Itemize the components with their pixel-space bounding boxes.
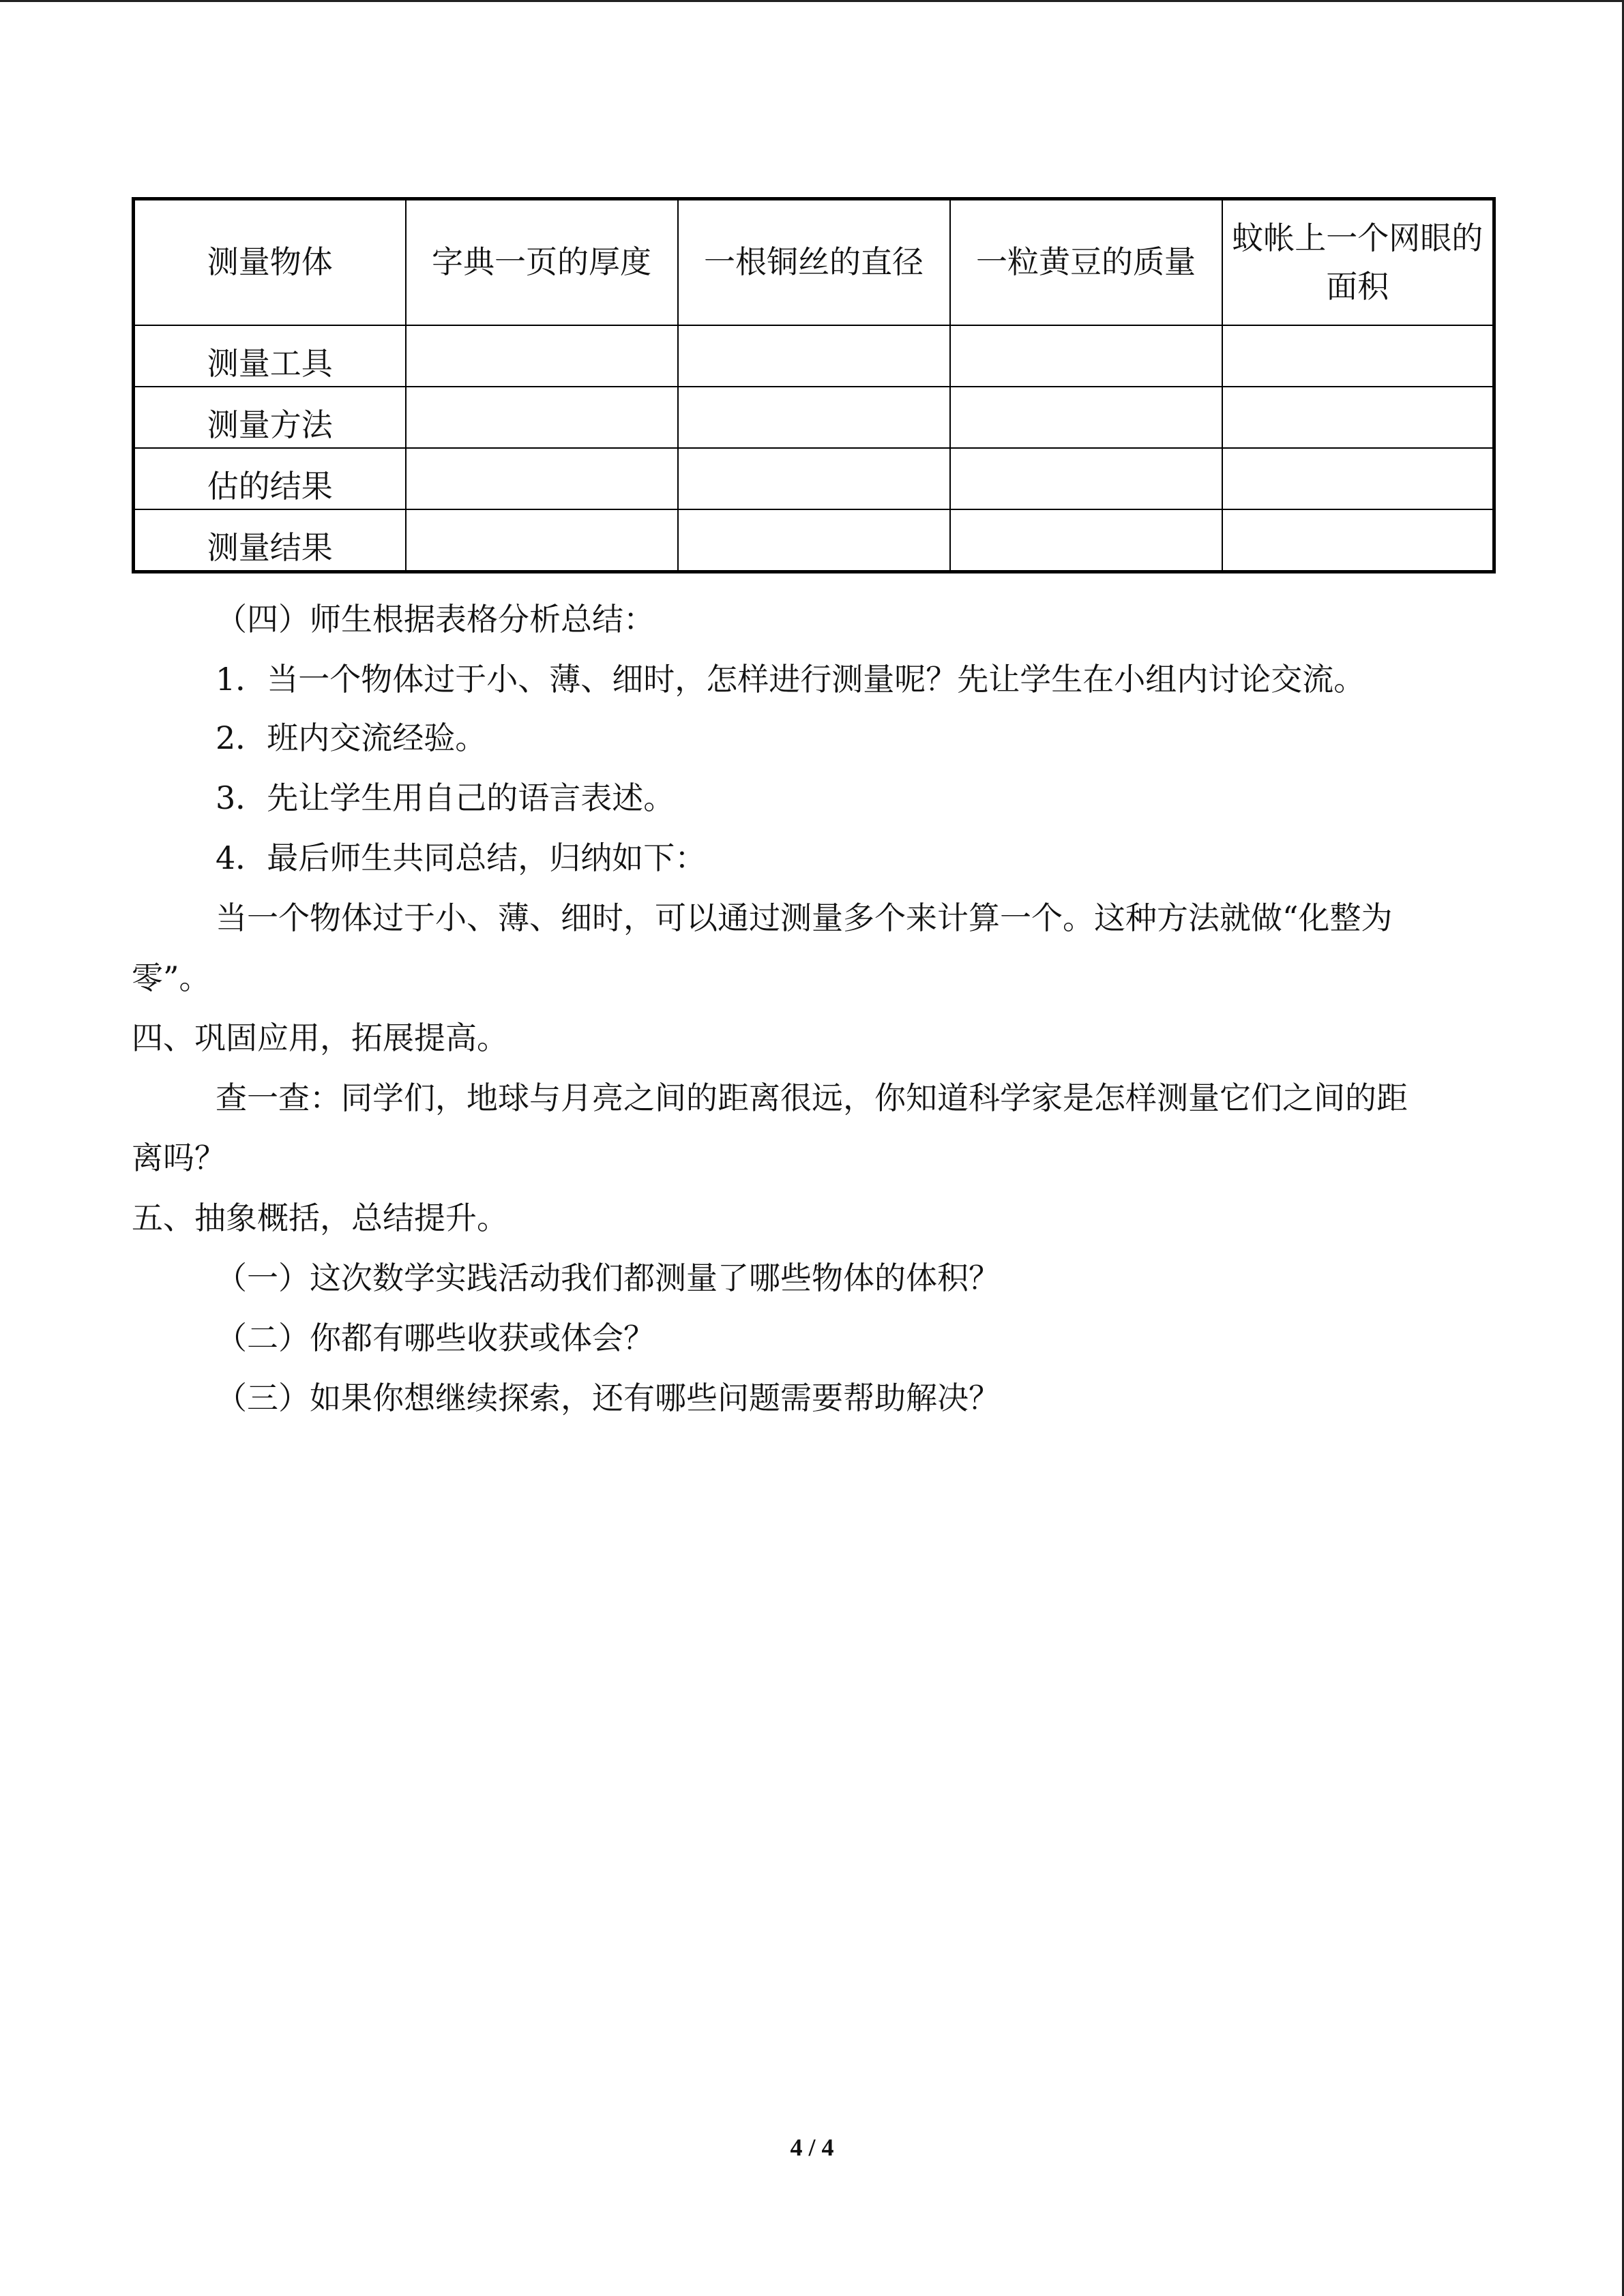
- row-label: 测量工具: [134, 325, 406, 387]
- paragraph-item-1: 1．当一个物体过于小、薄、细时，怎样进行测量呢？先让学生在小组内讨论交流。: [216, 661, 1365, 698]
- paragraph-item-3: 3．先让学生用自己的语言表述。: [216, 779, 675, 816]
- row-label: 测量方法: [134, 387, 406, 448]
- question-3: （三）如果你想继续探索，还有哪些问题需要帮助解决？: [216, 1380, 1000, 1416]
- table-header-cell: 字典一页的厚度: [406, 199, 678, 326]
- page-border-top: [0, 0, 1624, 2]
- question-1: （一）这次数学实践活动我们都测量了哪些物体的体积？: [216, 1259, 1000, 1296]
- table-cell: [406, 387, 678, 448]
- table-row: [134, 387, 1494, 448]
- table-cell: [678, 325, 950, 387]
- section-heading-analysis: （四）师生根据表格分析总结：: [216, 601, 655, 638]
- table-cell: [406, 448, 678, 509]
- table-cell: [678, 509, 950, 572]
- table-cell: [950, 387, 1222, 448]
- table-row: [134, 509, 1494, 572]
- table-cell: [1222, 509, 1494, 572]
- table-header-row: [134, 199, 1494, 326]
- measurement-table: [132, 197, 1496, 573]
- table-cell: [1222, 448, 1494, 509]
- row-label: 测量结果: [134, 509, 406, 572]
- table-cell: [678, 448, 950, 509]
- table-cell: [950, 325, 1222, 387]
- table-cell: [406, 509, 678, 572]
- table-header-cell: 蚊帐上一个网眼的面积: [1222, 199, 1494, 326]
- table-cell: [1222, 325, 1494, 387]
- section-heading-four: 四、巩固应用，拓展提高。: [132, 1019, 508, 1056]
- question-2: （二）你都有哪些收获或体会？: [216, 1320, 655, 1356]
- paragraph-item-2: 2．班内交流经验。: [216, 719, 487, 756]
- table-header-cell: 一根铜丝的直径: [678, 199, 950, 326]
- page-number: 4 / 4: [790, 2134, 834, 2161]
- table-cell: [1222, 387, 1494, 448]
- table-row: [134, 448, 1494, 509]
- table-cell: [950, 509, 1222, 572]
- table-cell: [406, 325, 678, 387]
- paragraph-explore-line1: 查一查：同学们，地球与月亮之间的距离很远，你知道科学家是怎样测量它们之间的距: [216, 1079, 1408, 1116]
- paragraph-item-4: 4．最后师生共同总结，归纳如下：: [216, 839, 707, 876]
- row-label: 估的结果: [134, 448, 406, 509]
- table-header-label: 测量物体: [134, 199, 406, 326]
- table-cell: [950, 448, 1222, 509]
- paragraph-conclusion-line1: 当一个物体过于小、薄、细时，可以通过测量多个来计算一个。这种方法就做“化整为: [216, 899, 1393, 936]
- table-cell: [678, 387, 950, 448]
- paragraph-explore-line2: 离吗？: [132, 1139, 226, 1176]
- table-row: [134, 325, 1494, 387]
- section-heading-five: 五、抽象概括，总结提升。: [132, 1199, 508, 1236]
- table-header-cell: 一粒黄豆的质量: [950, 199, 1222, 326]
- paragraph-conclusion-line2: 零”。: [132, 959, 211, 996]
